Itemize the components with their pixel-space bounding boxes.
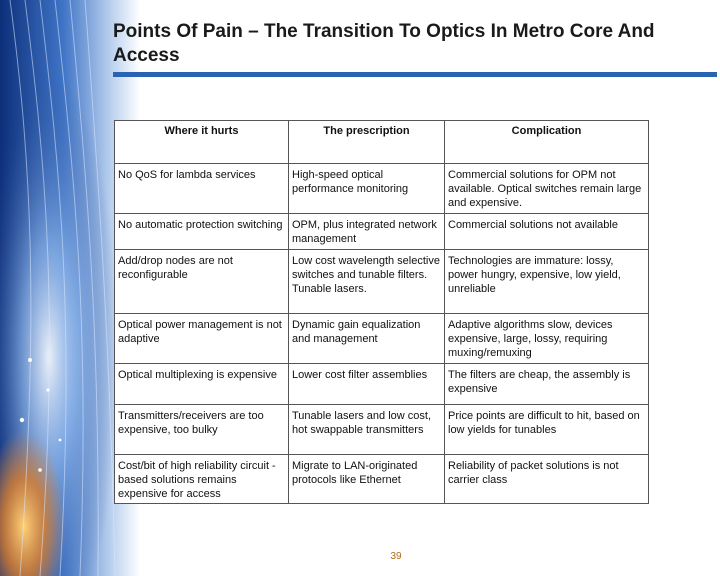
table-row [115, 250, 649, 314]
cell-complication: Price points are difficult to hit, based on low yields for tunables [445, 405, 649, 455]
table-row [115, 214, 649, 250]
pain-points-table [114, 120, 649, 504]
cell-complication: The filters are cheap, the assembly is expensive [445, 364, 649, 405]
cell-where-it-hurts: No QoS for lambda services [115, 164, 289, 214]
table-row [115, 314, 649, 364]
cell-where-it-hurts: Cost/bit of high reliability circuit -based solutions remains expensive for access [115, 455, 289, 504]
cell-prescription: Lower cost filter assemblies [289, 364, 445, 405]
cell-where-it-hurts: Optical multiplexing is expensive [115, 364, 289, 405]
table-row [115, 364, 649, 405]
table-row [115, 405, 649, 455]
cell-where-it-hurts: Optical power management is not adaptive [115, 314, 289, 364]
table-row [115, 455, 649, 504]
cell-prescription: Dynamic gain equalization and management [289, 314, 445, 364]
cell-prescription: Migrate to LAN-originated protocols like Ethernet [289, 455, 445, 504]
cell-prescription: Tunable lasers and low cost, hot swappable transmitters [289, 405, 445, 455]
title-underline [113, 72, 717, 77]
slide-title: Points Of Pain – The Transition To Optics In Metro Core And Access [113, 21, 655, 66]
cell-complication: Technologies are immature: lossy, power hungry, expensive, low yield, unreliable [445, 250, 649, 314]
table-header-row [115, 121, 649, 164]
cell-complication: Reliability of packet solutions is not carrier class [445, 455, 649, 504]
table-row [115, 164, 649, 214]
cell-complication: Commercial solutions for OPM not available. Optical switches remain large and expensive. [445, 164, 649, 214]
cell-prescription: High-speed optical performance monitoring [289, 164, 445, 214]
header-prescription: The prescription [289, 121, 445, 164]
header-complication: Complication [445, 121, 649, 164]
cell-where-it-hurts: Transmitters/receivers are too expensive, too bulky [115, 405, 289, 455]
cell-where-it-hurts: Add/drop nodes are not reconfigurable [115, 250, 289, 314]
cell-complication: Adaptive algorithms slow, devices expensive, large, lossy, requiring muxing/remuxing [445, 314, 649, 364]
cell-where-it-hurts: No automatic protection switching [115, 214, 289, 250]
cell-complication: Commercial solutions not available [445, 214, 649, 250]
cell-prescription: OPM, plus integrated network management [289, 214, 445, 250]
page-number: 39 [390, 551, 402, 562]
header-where-it-hurts: Where it hurts [115, 121, 289, 164]
cell-prescription: Low cost wavelength selective switches and tunable filters. Tunable lasers. [289, 250, 445, 314]
